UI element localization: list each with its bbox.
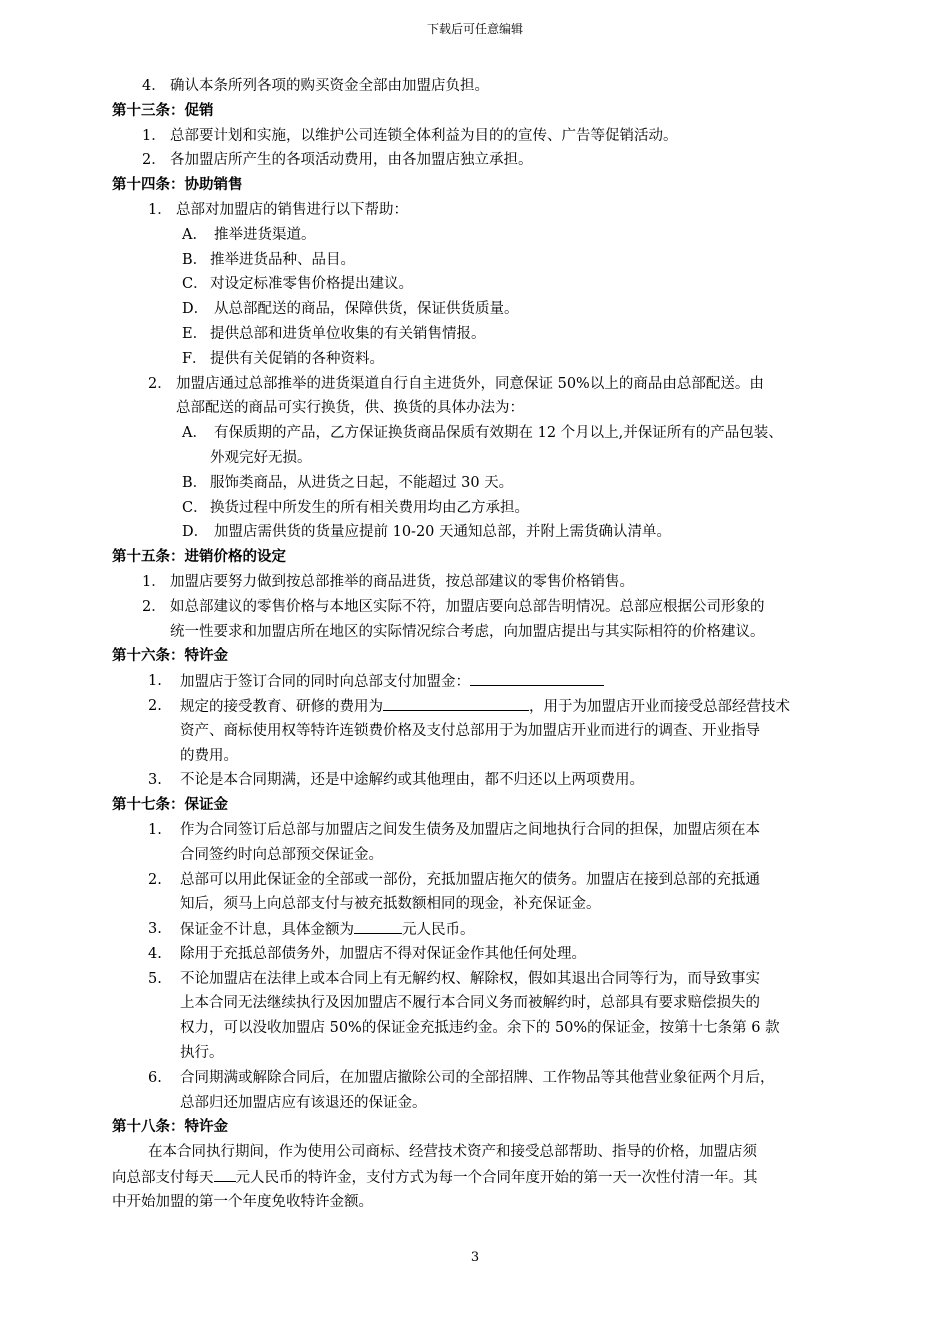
item-text-main: 对设定标准零售价格提出建议。	[210, 276, 413, 293]
list-item	[112, 1190, 872, 1215]
item-text-main: 加盟店要努力做到按总部推举的商品进货，按总部建议的零售价格销售。	[170, 573, 634, 590]
item-text	[210, 347, 384, 372]
item-number: 2．	[142, 598, 166, 615]
list-item	[112, 421, 872, 446]
item-text	[170, 124, 678, 149]
item-text-main: 中开始加盟的第一个年度免收特许金额。	[112, 1193, 373, 1210]
list-item	[112, 223, 872, 248]
item-number: 1.	[148, 673, 162, 690]
item-text-main: 加盟店于签订合同的同时向总部支付加盟金：	[180, 674, 470, 691]
item-text-main: 不论是本合同期满，还是中途解约或其他理由，都不归还以上两项费用。	[180, 772, 644, 789]
document-body	[112, 74, 872, 1215]
item-text-main: 提供有关促销的各种资料。	[210, 350, 384, 367]
item-number: 3.	[148, 772, 162, 789]
list-item	[112, 471, 872, 496]
item-number: 4.	[148, 945, 162, 962]
item-text	[180, 868, 760, 893]
item-text	[210, 446, 312, 471]
item-text-main: 资产、商标使用权等特许连锁费价格及支付总部用于为加盟店开业而进行的调查、开业指导	[180, 722, 760, 739]
item-text-main: 知后，须马上向总部支付与被充抵数额相同的现金，补充保证金。	[180, 896, 601, 913]
list-item	[112, 520, 872, 545]
list-item	[112, 620, 872, 645]
section-heading: 第十六条：特许金	[112, 648, 228, 665]
item-text-main: 合同期满或解除合同后，在加盟店撤除公司的全部招牌、工作物品等其他营业象征两个月后，	[180, 1069, 775, 1086]
item-text	[214, 421, 783, 446]
item-text	[180, 942, 586, 967]
item-text-main: 在本合同执行期间，作为使用公司商标、经营技术资产和接受总部帮助、指导的价格，加盟店须	[148, 1144, 757, 1161]
item-text	[180, 991, 760, 1016]
list-item	[112, 1140, 872, 1165]
item-number: B．	[182, 474, 208, 491]
item-number: 5.	[148, 970, 162, 987]
item-text-main: 提供总部和进货单位收集的有关销售情报。	[210, 325, 486, 342]
item-text-main: 有保质期的产品，乙方保证换货商品保质有效期在 12 个月以上,并保证所有的产品包装、	[214, 425, 783, 442]
list-item	[112, 124, 872, 149]
section-heading: 第十四条：协助销售	[112, 177, 243, 194]
item-text	[180, 967, 760, 992]
item-text-main: 总部归还加盟店应有该退还的保证金。	[180, 1094, 427, 1111]
list-item	[112, 248, 872, 273]
item-number: D．	[182, 524, 209, 541]
item-number: 2．	[142, 152, 166, 169]
item-text-main: 加盟店需供货的货量应提前 10-20 天通知总部，并附上需货确认清单。	[214, 524, 672, 541]
item-text-main: 统一性要求和加盟店所在地区的实际情况综合考虑，向加盟店提出与其实际相符的价格建议。	[170, 623, 765, 640]
item-text-after: ，用于为加盟店开业而接受总部经营技术	[529, 698, 790, 715]
fill-in-blank[interactable]	[214, 1165, 236, 1182]
item-text	[210, 272, 413, 297]
list-item	[112, 719, 872, 744]
item-text-main: 保证金不计息，具体金额为	[180, 922, 354, 939]
fill-in-blank[interactable]	[354, 917, 402, 934]
item-text	[214, 223, 316, 248]
item-text-main: 推举进货品种、品目。	[210, 251, 355, 268]
item-text	[180, 719, 760, 744]
list-item	[112, 1016, 872, 1041]
item-text	[112, 1165, 758, 1191]
list-item	[112, 818, 872, 843]
item-text	[180, 843, 383, 868]
fill-in-blank[interactable]	[470, 669, 604, 686]
section-heading: 第十七条：保证金	[112, 797, 228, 814]
item-text	[170, 148, 533, 173]
list-item	[112, 1091, 872, 1116]
item-text	[176, 372, 764, 397]
item-text-main: 上本合同无法继续执行及因加盟店不履行本合同义务而被解约时，总部具有要求赔偿损失的	[180, 995, 760, 1012]
item-text	[214, 297, 519, 322]
item-number: 2.	[148, 697, 162, 714]
item-text-main: 确认本条所列各项的购买资金全部由加盟店负担。	[170, 78, 489, 94]
item-text-main: 总部配送的商品可实行换货，供、换货的具体办法为：	[176, 400, 524, 417]
list-item	[112, 917, 872, 942]
item-text	[180, 818, 760, 843]
item-text	[180, 1016, 780, 1041]
item-number: 6.	[148, 1069, 162, 1086]
item-text-main: 外观完好无损。	[210, 449, 312, 466]
item-number: E．	[182, 325, 208, 342]
item-text-main: 服饰类商品，从进货之日起，不能超过 30 天。	[210, 474, 514, 491]
item-text-main: 总部可以用此保证金的全部或一部份，充抵加盟店拖欠的债务。加盟店在接到总部的充抵通	[180, 871, 760, 888]
item-number: A．	[182, 425, 207, 442]
item-number: C．	[182, 499, 208, 516]
item-number: 2.	[148, 871, 162, 888]
item-text-main: 合同签约时向总部预交保证金。	[180, 846, 383, 863]
list-item	[112, 967, 872, 992]
item-number: B．	[182, 251, 208, 268]
list-item	[112, 744, 872, 769]
item-text	[180, 892, 601, 917]
list-item	[112, 942, 872, 967]
item-number: C．	[182, 276, 208, 293]
item-text	[180, 744, 238, 769]
item-text	[214, 520, 671, 545]
item-text-main: 不论加盟店在法律上或本合同上有无解约权、解除权，假如其退出合同等行为，而导致事实	[180, 970, 760, 987]
item-number: 1．	[142, 573, 166, 590]
item-text-main: 推举进货渠道。	[214, 226, 316, 243]
list-item	[112, 272, 872, 297]
item-text-main: 的费用。	[180, 747, 238, 764]
item-text	[210, 471, 513, 496]
item-text	[180, 768, 644, 793]
list-item	[112, 372, 872, 397]
item-text-main: 作为合同签订后总部与加盟店之间发生债务及加盟店之间地执行合同的担保，加盟店须在本	[180, 821, 760, 838]
item-number: 1．	[142, 127, 166, 144]
list-item	[112, 1066, 872, 1091]
item-text	[180, 1066, 775, 1091]
list-item	[112, 843, 872, 868]
list-item	[112, 669, 872, 694]
item-text-main: 权力，可以没收加盟店 50%的保证金充抵违约金。余下的 50%的保证金，按第十七条第 6 款	[180, 1020, 780, 1037]
item-text	[170, 570, 634, 595]
item-text-main: 总部要计划和实施，以维护公司连锁全体利益为目的的宣传、广告等促销活动。	[170, 127, 678, 144]
list-item	[112, 1165, 872, 1190]
item-text	[180, 694, 790, 720]
item-text-main: 从总部配送的商品，保障供货，保证供货质量。	[214, 301, 519, 318]
item-text	[180, 917, 475, 943]
list-item	[112, 595, 872, 620]
item-number: 3.	[148, 921, 162, 938]
list-item	[112, 694, 872, 719]
list-item	[112, 74, 872, 99]
item-text-main: 规定的接受教育、研修的费用为	[180, 698, 383, 715]
item-text	[148, 1140, 757, 1165]
item-number: 4．	[142, 78, 166, 94]
item-text	[210, 248, 355, 273]
item-number: F．	[182, 350, 207, 367]
item-text-main: 如总部建议的零售价格与本地区实际不符，加盟店要向总部告明情况。总部应根据公司形象的	[170, 598, 765, 615]
list-item	[112, 446, 872, 471]
item-text	[210, 322, 486, 347]
item-text-after: 元人民币。	[402, 922, 475, 939]
item-text	[180, 1091, 427, 1116]
item-text-main: 除用于充抵总部债务外，加盟店不得对保证金作其他任何处理。	[180, 945, 586, 962]
item-text	[180, 1041, 224, 1066]
list-item	[112, 496, 872, 521]
page-number: 3	[470, 1250, 480, 1265]
list-item	[112, 768, 872, 793]
item-number: D．	[182, 301, 209, 318]
list-item	[112, 991, 872, 1016]
page-header: 下载后可任意编辑	[426, 22, 523, 36]
list-item	[112, 396, 872, 421]
section-heading: 第十三条：促销	[112, 102, 214, 119]
item-text-after: 元人民币的特许金，支付方式为每一个合同年度开始的第一天一次性付清一年。其	[235, 1170, 758, 1187]
item-text	[176, 396, 524, 421]
item-text	[176, 198, 408, 223]
list-item	[112, 297, 872, 322]
list-item	[112, 322, 872, 347]
item-number: 1.	[148, 821, 162, 838]
item-text-main: 加盟店通过总部推举的进货渠道自行自主进货外，同意保证 50%以上的商品由总部配送。由	[176, 375, 764, 392]
item-text	[170, 74, 489, 99]
fill-in-blank[interactable]	[383, 694, 529, 711]
item-text-main: 执行。	[180, 1045, 224, 1062]
item-number: 1．	[148, 201, 172, 218]
list-item	[112, 868, 872, 893]
item-number: A．	[182, 226, 207, 243]
list-item	[112, 347, 872, 372]
list-item	[112, 892, 872, 917]
item-text-main: 换货过程中所发生的所有相关费用均由乙方承担。	[210, 499, 529, 516]
list-item	[112, 198, 872, 223]
item-text	[180, 669, 604, 695]
item-text	[112, 1190, 373, 1215]
section-heading: 第十八条：特许金	[112, 1119, 228, 1136]
section-heading: 第十五条：进销价格的设定	[112, 549, 286, 566]
list-item	[112, 1041, 872, 1066]
item-text-main: 各加盟店所产生的各项活动费用，由各加盟店独立承担。	[170, 152, 533, 169]
list-item	[112, 148, 872, 173]
item-text	[170, 620, 765, 645]
item-text-main: 总部对加盟店的销售进行以下帮助：	[176, 201, 408, 218]
item-number: 2．	[148, 375, 172, 392]
item-text	[210, 496, 529, 521]
list-item	[112, 570, 872, 595]
item-text-main: 向总部支付每天	[112, 1170, 214, 1187]
item-text	[170, 595, 765, 620]
